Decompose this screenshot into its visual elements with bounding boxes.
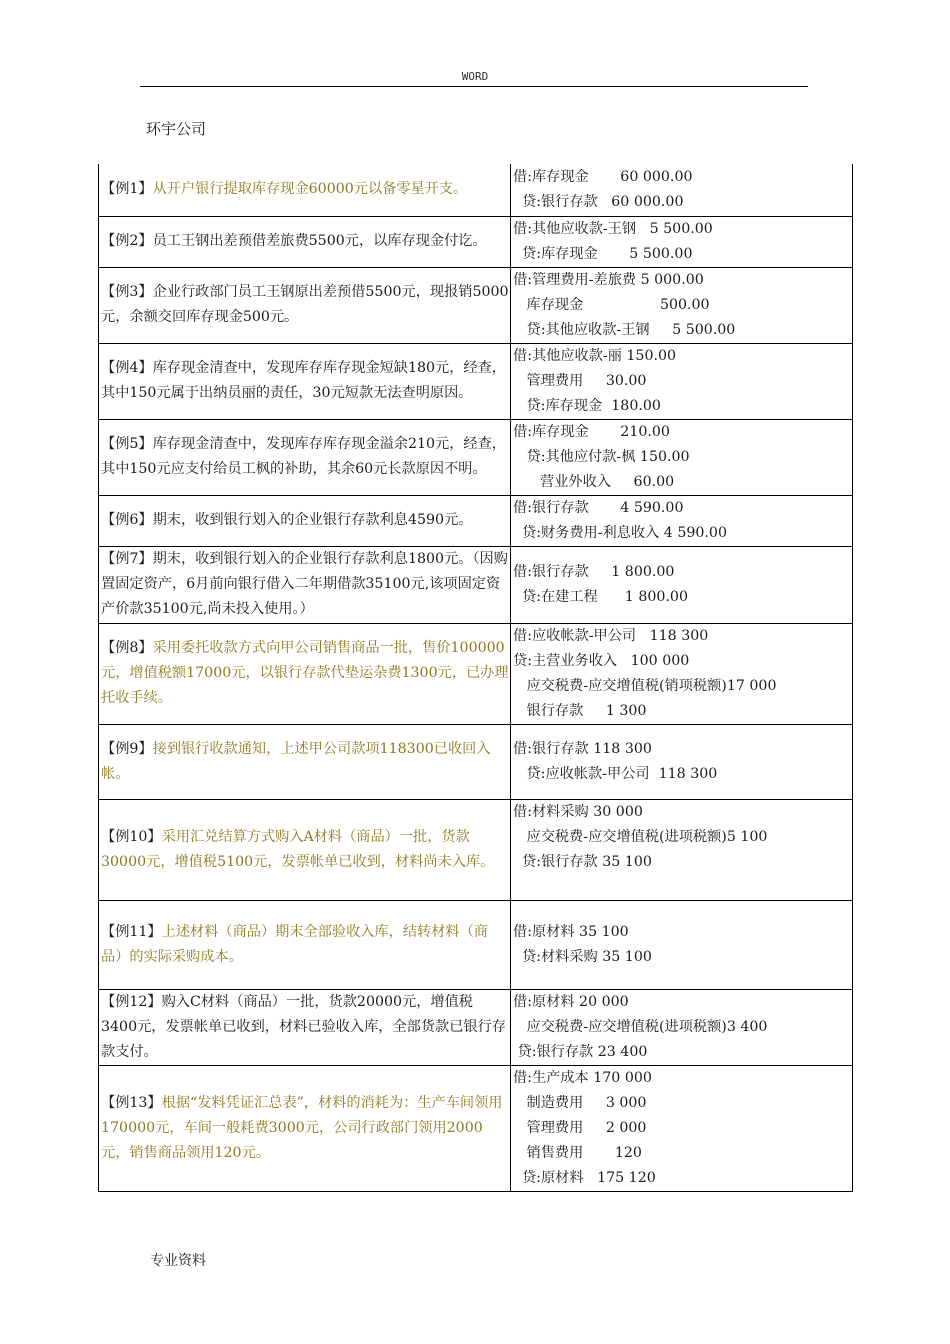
journal-entry <box>511 419 853 495</box>
table-row <box>99 216 853 267</box>
entry-line: 借:生产成本 170 000 <box>513 1069 652 1086</box>
table-row <box>99 799 853 900</box>
table-row <box>99 546 853 623</box>
journal-entry <box>511 546 853 623</box>
entry-line: 贷:财务费用-利息收入 4 590.00 <box>513 524 727 541</box>
example-description <box>99 799 511 900</box>
example-text: 员工王钢出差预借差旅费5500元，以库存现金付讫。 <box>152 233 487 249</box>
example-description <box>99 267 511 343</box>
journal-entry <box>511 799 853 900</box>
entry-line: 贷:库存现金 180.00 <box>513 397 661 414</box>
example-description <box>99 1065 511 1191</box>
entry-line: 销售费用 120 <box>513 1144 642 1161</box>
example-label: 【例11】 <box>101 923 162 940</box>
example-text: 采用委托收款方式向甲公司销售商品一批，售价100000元，增值税额17000元，以银行存款代垫运杂费1300元，已办理托收手续。 <box>101 640 509 706</box>
example-text: 期末，收到银行划入的企业银行存款利息1800元。（因购置固定资产，6月前向银行借入二年期借款35100元,该项固定资产价款35100元,尚未投入使用。） <box>101 551 508 617</box>
journal-entries-table <box>98 164 853 1192</box>
example-text: 期末，收到银行划入的企业银行存款利息4590元。 <box>152 512 473 528</box>
entry-line: 贷:材料采购 35 100 <box>513 948 652 965</box>
journal-entry <box>511 989 853 1065</box>
entry-line: 借:库存现金 60 000.00 <box>513 168 693 185</box>
entry-line: 应交税费-应交增值税(销项税额)17 000 <box>513 677 777 694</box>
example-label: 【例13】 <box>101 1094 162 1111</box>
entry-line: 借:管理费用-差旅费 5 000.00 <box>513 271 704 288</box>
table-body <box>99 164 853 1191</box>
entry-line: 贷:主营业务收入 100 000 <box>513 652 690 669</box>
example-text: 上述材料（商品）期末全部验收入库，结转材料（商品）的实际采购成本。 <box>101 923 488 965</box>
example-description <box>99 343 511 419</box>
entry-line: 贷:银行存款 23 400 <box>513 1043 648 1060</box>
footer-text: 专业资料 <box>150 1253 206 1269</box>
example-description <box>99 164 511 216</box>
table-row <box>99 1065 853 1191</box>
example-label: 【例4】 <box>101 360 153 376</box>
table-row <box>99 724 853 799</box>
entry-line: 贷:银行存款 60 000.00 <box>513 193 684 210</box>
example-description <box>99 900 511 989</box>
example-text: 接到银行收款通知，上述甲公司款项118300已收回入帐。 <box>101 740 491 782</box>
example-description <box>99 216 511 267</box>
entry-line: 贷:其他应付款-枫 150.00 <box>513 448 690 465</box>
entry-line: 借:银行存款 4 590.00 <box>513 499 684 516</box>
example-text: 企业行政部门员工王钢原出差预借5500元，现报销5000元，余额交回库存现金500元。 <box>101 284 509 325</box>
entry-line: 管理费用 30.00 <box>513 372 647 389</box>
entry-line: 管理费用 2 000 <box>513 1119 647 1136</box>
example-text: 根据“发料凭证汇总表”，材料的消耗为：生产车间领用170000元，车间一般耗费3000元，公司行政部门领用2000元，销售商品领用120元。 <box>101 1094 503 1161</box>
example-label: 【例7】 <box>101 551 153 567</box>
journal-entry <box>511 343 853 419</box>
example-text: 购入C材料（商品）一批，货款20000元，增值税3400元，发票帐单已收到，材料已验收入库，全部货款已银行存款支付。 <box>101 993 506 1060</box>
journal-entry <box>511 724 853 799</box>
journal-entry <box>511 1065 853 1191</box>
entry-line: 贷:应收帐款-甲公司 118 300 <box>513 765 718 782</box>
journal-entry <box>511 267 853 343</box>
example-label: 【例10】 <box>101 828 162 845</box>
entry-line: 借:银行存款 118 300 <box>513 740 652 757</box>
header-rule <box>140 86 808 87</box>
entry-line: 借:其他应收款-王钢 5 500.00 <box>513 220 713 237</box>
entry-line: 借:应收帐款-甲公司 118 300 <box>513 627 709 644</box>
journal-entry <box>511 900 853 989</box>
table-row <box>99 267 853 343</box>
example-label: 【例12】 <box>101 993 162 1010</box>
entry-line: 借:材料采购 30 000 <box>513 803 643 820</box>
entry-line: 贷:银行存款 35 100 <box>513 853 652 870</box>
table-row <box>99 900 853 989</box>
entry-line: 应交税费-应交增值税(进项税额)5 100 <box>513 828 768 845</box>
entry-line: 借:其他应收款-丽 150.00 <box>513 347 677 364</box>
example-label: 【例6】 <box>101 512 153 528</box>
example-label: 【例9】 <box>101 740 153 757</box>
example-label: 【例2】 <box>101 233 153 249</box>
example-text: 从开户银行提取库存现金60000元以备零星开支。 <box>152 181 468 198</box>
example-description <box>99 623 511 724</box>
company-name: 环宇公司 <box>146 120 207 138</box>
table-row <box>99 623 853 724</box>
entry-line: 库存现金 500.00 <box>513 296 710 313</box>
entry-line: 贷:原材料 175 120 <box>513 1169 656 1186</box>
entry-line: 借:原材料 35 100 <box>513 923 629 940</box>
entry-line: 借:银行存款 1 800.00 <box>513 563 675 580</box>
example-label: 【例3】 <box>101 284 153 300</box>
example-description <box>99 495 511 546</box>
table-row <box>99 164 853 216</box>
example-description <box>99 724 511 799</box>
journal-entry <box>511 216 853 267</box>
entry-line: 制造费用 3 000 <box>513 1094 647 1111</box>
table-row <box>99 419 853 495</box>
journal-entry <box>511 623 853 724</box>
entry-line <box>513 875 852 900</box>
example-text: 库存现金清查中，发现库存库存现金溢余210元，经查，其中150元应支付给员工枫的补助，其余60元长款原因不明。 <box>101 436 506 477</box>
header-word: WORD <box>461 70 489 83</box>
example-label: 【例1】 <box>101 181 153 198</box>
entry-line: 银行存款 1 300 <box>513 702 647 719</box>
example-text: 采用汇兑结算方式购入A材料（商品）一批，货款30000元，增值税5100元，发票帐单已收到，材料尚未入库。 <box>101 828 495 870</box>
entry-line: 借:库存现金 210.00 <box>513 423 670 440</box>
example-description <box>99 989 511 1065</box>
journal-entry <box>511 495 853 546</box>
entry-line: 应交税费-应交增值税(进项税额)3 400 <box>513 1018 768 1035</box>
table-row <box>99 343 853 419</box>
entry-line: 贷:其他应收款-王钢 5 500.00 <box>513 321 736 338</box>
example-label: 【例8】 <box>101 640 153 656</box>
entry-line: 借:原材料 20 000 <box>513 993 629 1010</box>
table-row <box>99 495 853 546</box>
entry-line: 贷:库存现金 5 500.00 <box>513 245 693 262</box>
example-text: 库存现金清查中，发现库存库存现金短缺180元，经查，其中150元属于出纳员丽的责任，30元短款无法查明原因。 <box>101 360 506 401</box>
example-description <box>99 419 511 495</box>
table-row <box>99 989 853 1065</box>
example-description <box>99 546 511 623</box>
journal-entry <box>511 164 853 216</box>
entry-line: 营业外收入 60.00 <box>513 473 675 490</box>
example-label: 【例5】 <box>101 436 153 452</box>
entry-line: 贷:在建工程 1 800.00 <box>513 588 688 605</box>
